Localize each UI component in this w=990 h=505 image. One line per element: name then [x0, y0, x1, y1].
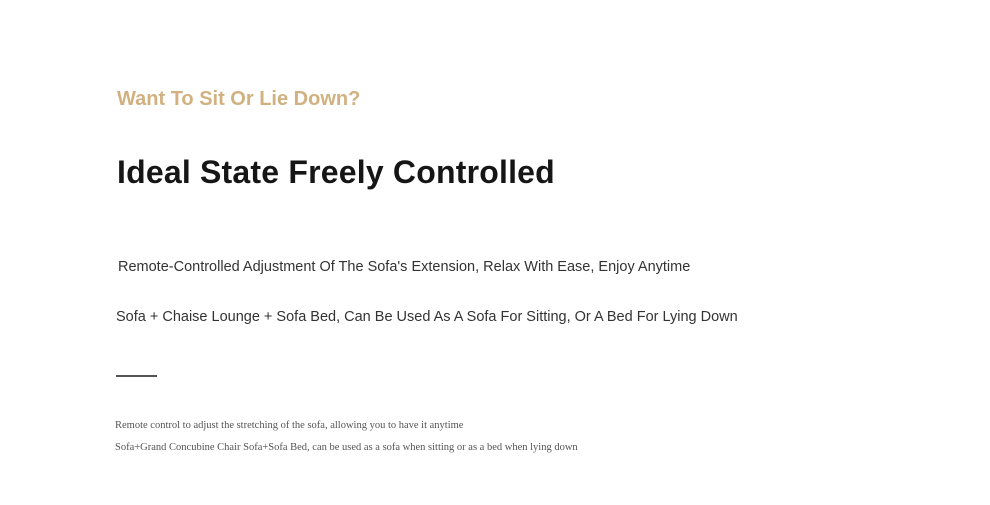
description-line-1: Remote-Controlled Adjustment Of The Sofa's Extension, Relax With Ease, Enjoy Anytime [118, 259, 691, 275]
divider [116, 375, 157, 377]
page-title: Ideal State Freely Controlled [117, 154, 555, 190]
note-line-1: Remote control to adjust the stretching of the sofa, allowing you to have it anytime [115, 420, 464, 431]
note-line-2: Sofa+Grand Concubine Chair Sofa+Sofa Bed, can be used as a sofa when sitting or as a bed when lying down [115, 442, 578, 453]
eyebrow-heading: Want To Sit Or Lie Down? [117, 88, 361, 110]
description-line-2: Sofa + Chaise Lounge + Sofa Bed, Can Be Used As A Sofa For Sitting, Or A Bed For Lying Down [116, 309, 738, 325]
